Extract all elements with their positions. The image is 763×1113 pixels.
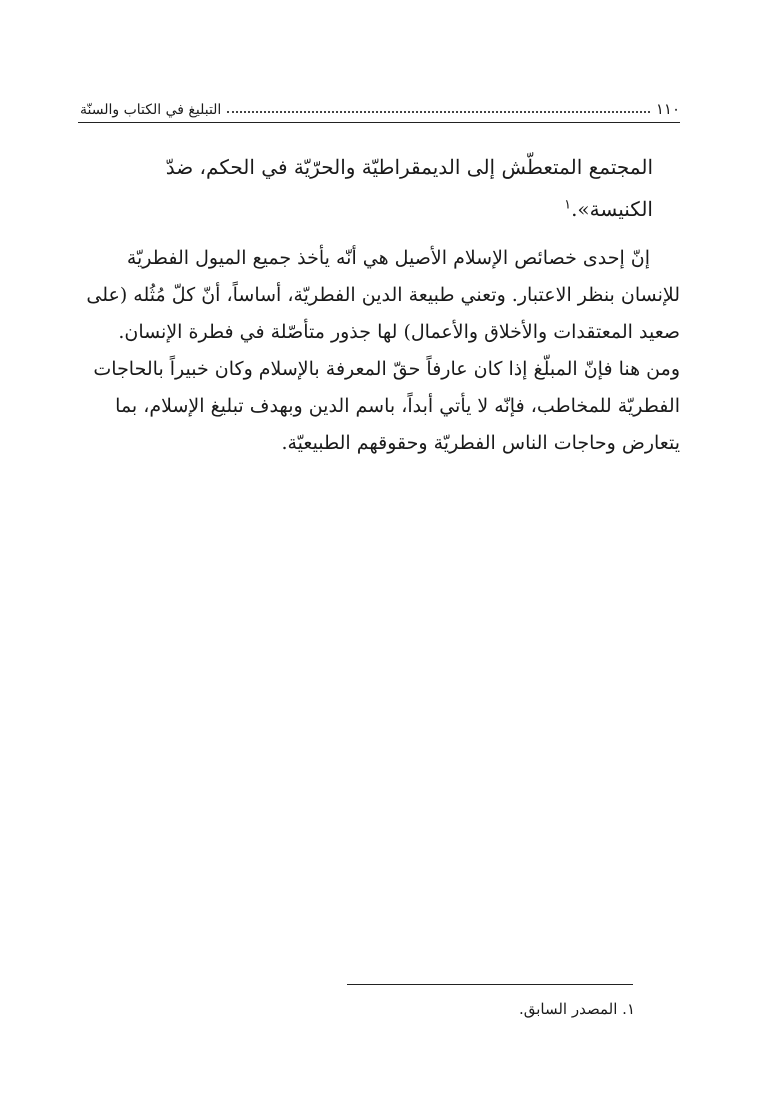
paragraph-line: يتعارض وحاجات الناس الفطريّة وحقوقهم الطبيعيّة.: [281, 432, 680, 454]
footnote-marker: ١: [564, 197, 572, 213]
footnote: [235, 1000, 635, 1018]
paragraph-line: إنّ إحدى خصائص الإسلام الأصيل هي أنّه يأخذ جميع الميول الفطريّة: [126, 247, 650, 269]
paragraph-line: الفطريّة للمخاطب، فإنّه لا يأتي أبداً، باسم الدين وبهدف تبليغ الإسلام، بما: [115, 395, 680, 417]
body-paragraph: [70, 240, 680, 462]
quote-line: المجتمع المتعطّش إلى الديمقراطيّة والحرّيّة في الحكم، ضدّ: [165, 155, 653, 179]
running-header: [80, 94, 680, 118]
quote-line-text: الكنيسة».: [571, 197, 653, 221]
footnote-number: ١: [626, 1000, 635, 1018]
quote-line: [93, 188, 653, 230]
quote-continuation: [93, 146, 653, 230]
paragraph-line: ومن هنا فإنّ المبلّغ إذا كان عارفاً حقّ المعرفة بالإسلام وكان خبيراً بالحاجات: [93, 358, 680, 380]
footnote-rule: [347, 984, 633, 985]
dot-leader: [227, 111, 650, 113]
page-number: ١١٠: [655, 100, 680, 118]
header-rule: [78, 122, 680, 123]
paragraph-line: صعيد المعتقدات والأخلاق والأعمال) لها جذور متأصّلة في فطرة الإنسان.: [118, 321, 680, 343]
paragraph-line: للإنسان بنظر الاعتبار. وتعني طبيعة الدين الفطريّة، أساساً، أنّ كلّ مُثُله (على: [86, 284, 680, 306]
footnote-text: . المصدر السابق.: [518, 1000, 627, 1018]
running-title: التبليغ في الكتاب والسنّة: [80, 102, 222, 118]
